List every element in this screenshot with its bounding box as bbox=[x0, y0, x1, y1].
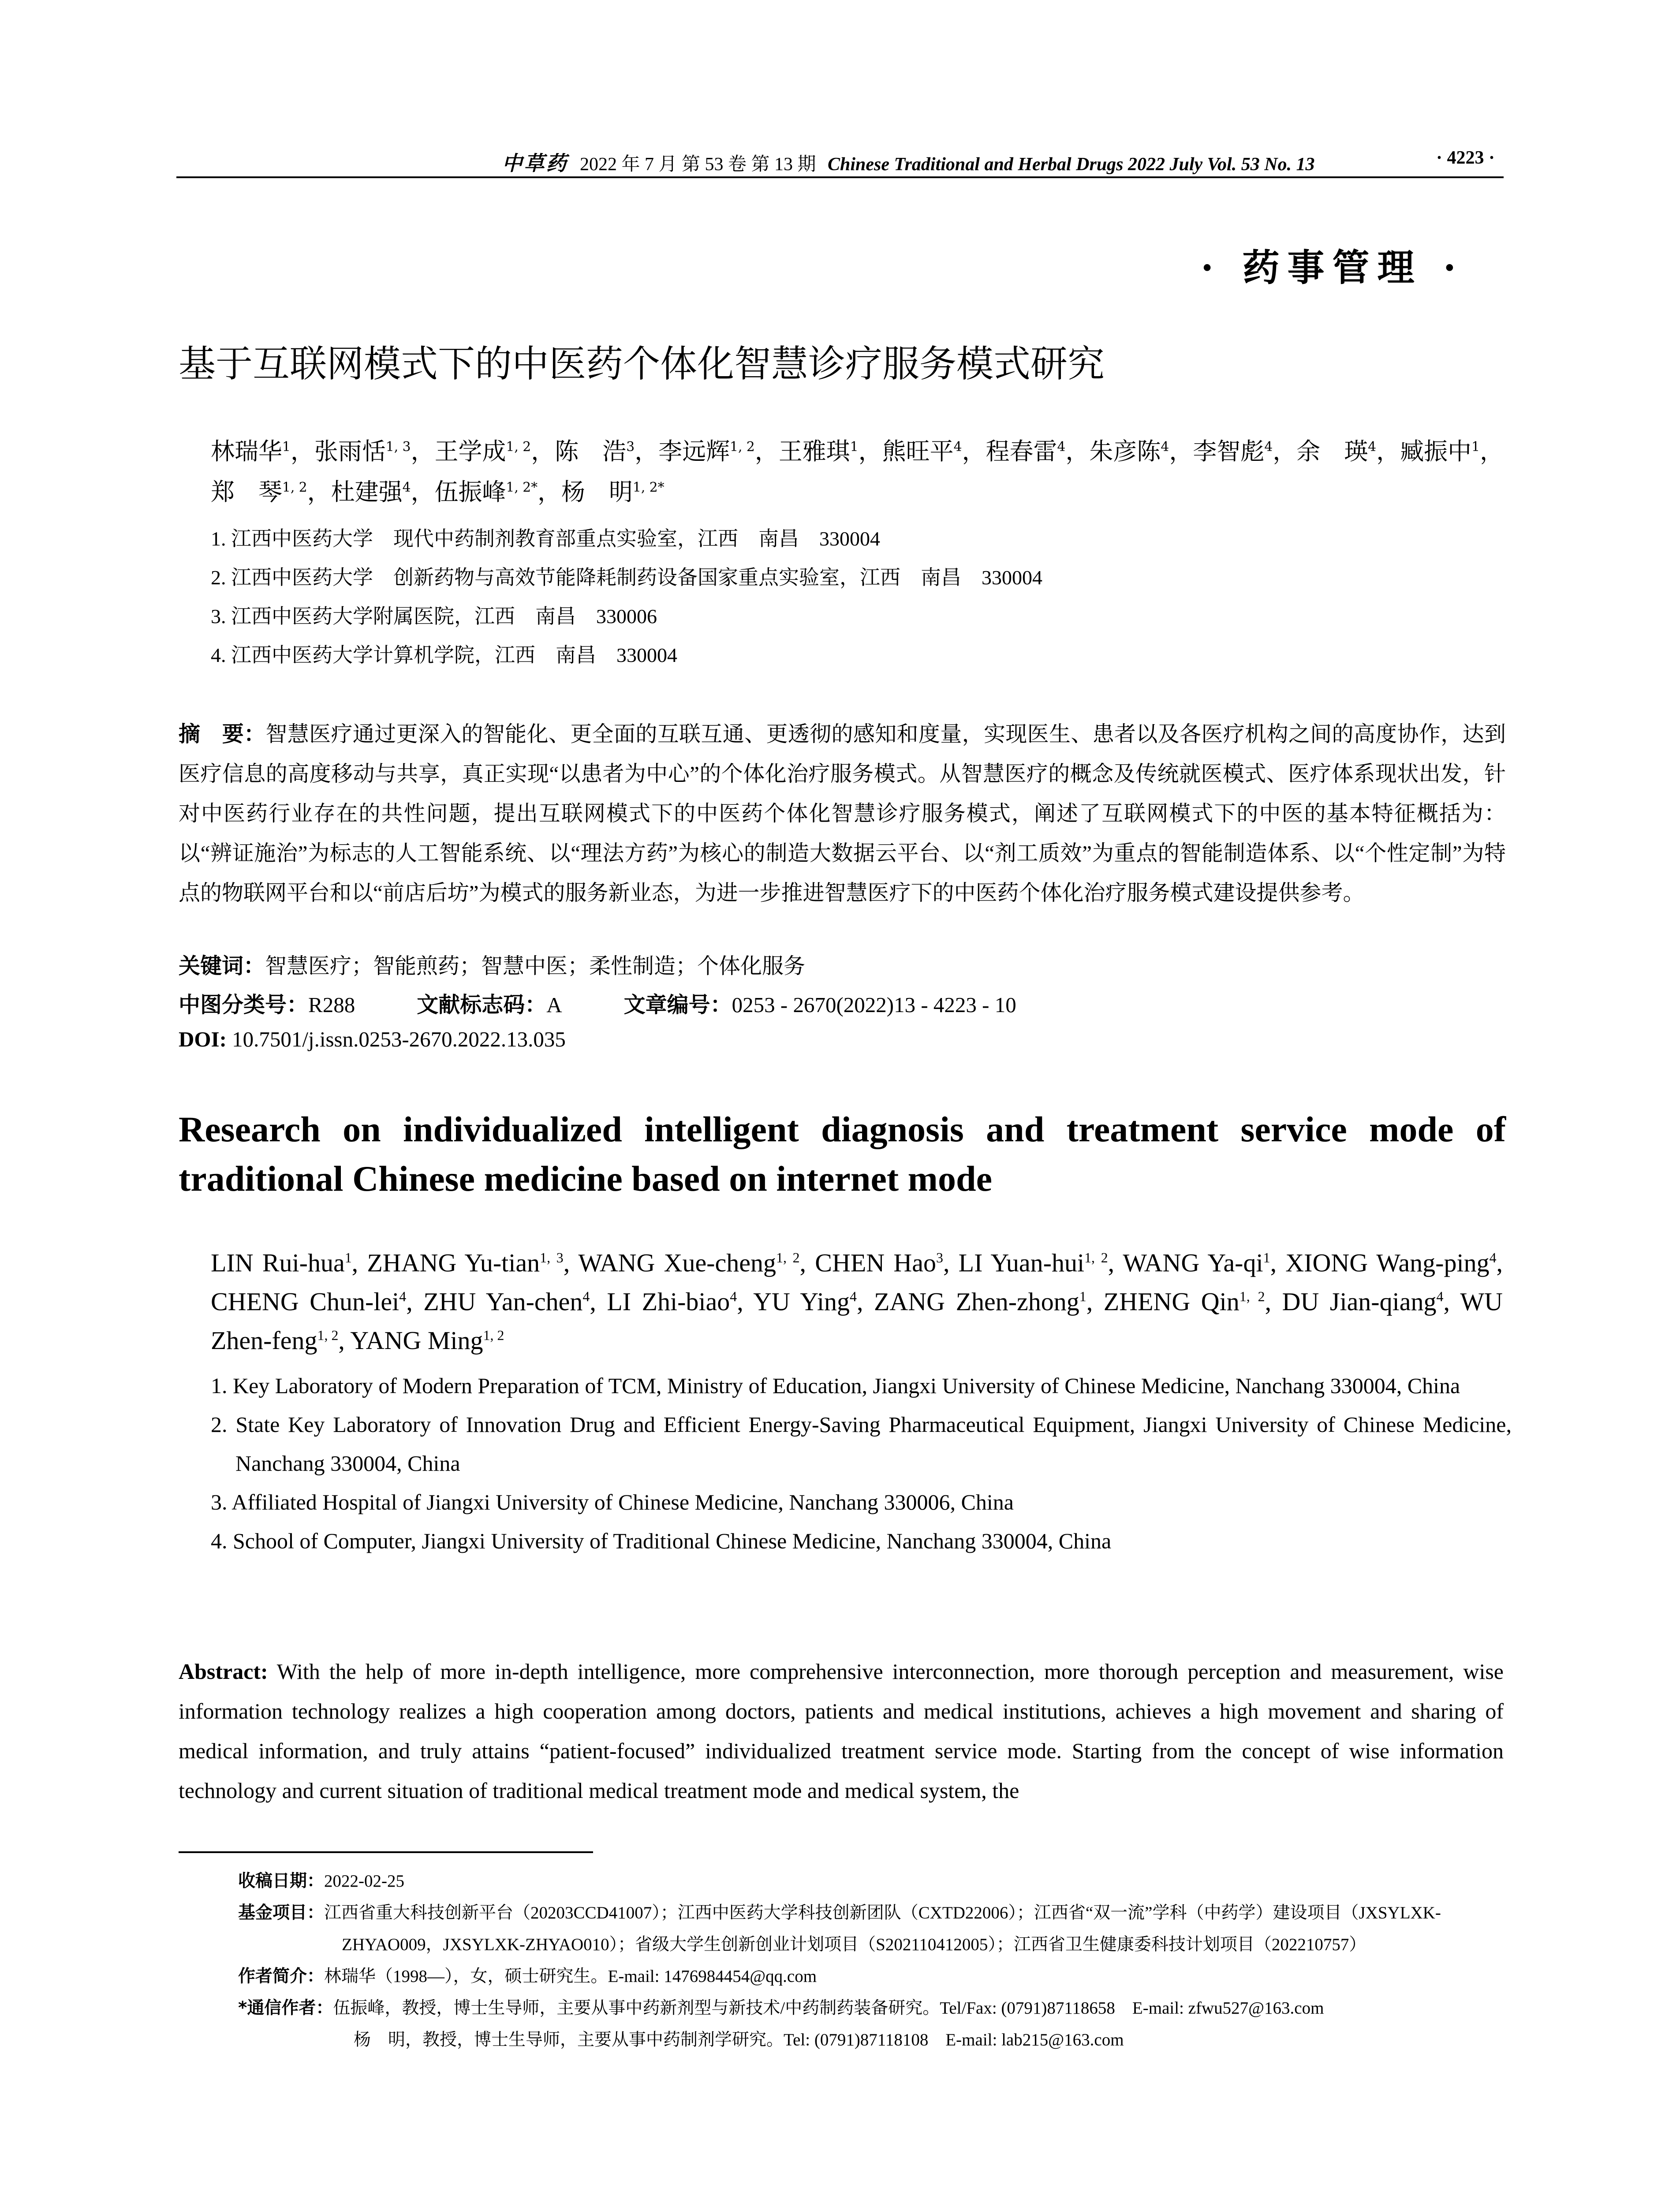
fund-value: 江西省重大科技创新平台（20203CCD41007）；江西中医药大学科技创新团队（CXTD22006）；江西省“双一流”学科（中药学）建设项目（JXSYLXK-ZHYAO009，JXSYLXK-ZHYAO010）；省级大学生创新创业计划项目（S202110412005）；江西省卫生健康委科技计划项目（202210757） bbox=[324, 1903, 1441, 1954]
author bbox=[1089, 437, 1169, 465]
keywords-cn bbox=[179, 949, 1506, 980]
column-label: · 药事管理 · bbox=[1201, 246, 1464, 289]
author-affiliation-mark: 1 bbox=[1079, 1289, 1086, 1304]
abstract-en-text: With the help of more in-depth intelligence, more comprehensive interconnection, more thorough perception and measurement, wise information technology realizes a high cooperation among doctors, patients and medical institutions, achieves a high movement and sharing of medical information, and truly attains “patient-focused” individualized treatment service mode. Starting from the concept of wise information technology and current situation of traditional medical treatment mode and medical system, the bbox=[179, 1659, 1504, 1803]
author-affiliation-mark: 1, 2 bbox=[730, 439, 755, 455]
author bbox=[423, 1287, 590, 1316]
correspondence-value-2: 杨 明，教授，博士生导师，主要从事中药制剂学研究。Tel: (0791)87118108 E-mail: lab215@163.com bbox=[354, 2030, 1124, 2049]
author-affiliation-mark: 3 bbox=[936, 1250, 943, 1266]
keywords-cn-text: 智慧医疗；智能煎药；智慧中医；柔性制造；个体化服务 bbox=[265, 954, 806, 978]
affiliation-list-en bbox=[211, 1366, 1512, 1560]
doc-code-value: A bbox=[546, 993, 562, 1017]
author-affiliation-mark: 4 bbox=[953, 439, 962, 455]
abstract-en bbox=[179, 1652, 1504, 1810]
author-name: 杨 明 bbox=[561, 478, 633, 506]
author bbox=[874, 1287, 1086, 1316]
doi-value[interactable]: 10.7501/j.issn.0253-2670.2022.13.035 bbox=[232, 1027, 566, 1051]
author-name: LI Yuan-hui bbox=[958, 1248, 1085, 1277]
author bbox=[367, 1248, 563, 1277]
correspondence-value-1: 伍振峰，教授，博士生导师，主要从事中药新剂型与新技术/中药制药装备研究。Tel/Fax: (0791)87118658 E-mail: zfwu527@163.com bbox=[333, 1999, 1324, 2018]
author-affiliation-mark: 4 bbox=[402, 480, 411, 495]
author-name: 程春雷 bbox=[986, 437, 1057, 465]
author-name: 熊旺平 bbox=[882, 437, 954, 465]
author-affiliation-mark: 4 bbox=[1057, 439, 1066, 455]
abstract-cn-label: 摘 要： bbox=[179, 721, 266, 747]
affiliation-list-cn bbox=[211, 519, 1512, 675]
author bbox=[211, 1248, 352, 1277]
author-affiliation-mark: 1 bbox=[282, 439, 291, 455]
author bbox=[986, 437, 1066, 465]
author-affiliation-mark: 1, 2* bbox=[506, 480, 538, 495]
author bbox=[211, 478, 307, 506]
abstract-cn bbox=[179, 714, 1506, 913]
header-journal-info bbox=[379, 147, 1437, 176]
abstract-en-label: Abstract: bbox=[179, 1659, 268, 1684]
author bbox=[1193, 437, 1273, 465]
author bbox=[350, 1326, 504, 1355]
author-name: ZHANG Yu-tian bbox=[367, 1248, 540, 1277]
author bbox=[959, 1248, 1108, 1277]
author-name: 伍振峰 bbox=[434, 478, 506, 506]
author bbox=[815, 1248, 943, 1277]
author-affiliation-mark: 1, 2 bbox=[483, 1327, 504, 1343]
author-name: CHENG Chun-lei bbox=[211, 1287, 399, 1316]
author-affiliation-mark: 1, 2 bbox=[317, 1327, 339, 1343]
author-affiliation-mark: 1, 2 bbox=[776, 1250, 800, 1266]
author-affiliation-mark: 4 bbox=[399, 1289, 407, 1304]
author-affiliation-mark: 3 bbox=[626, 439, 635, 455]
author bbox=[658, 437, 755, 465]
clc-label: 中图分类号： bbox=[179, 992, 309, 1017]
author-name: YANG Ming bbox=[350, 1326, 483, 1355]
author bbox=[211, 1287, 406, 1316]
author-affiliation-mark: 4 bbox=[1368, 439, 1377, 455]
author-name: 郑 琴 bbox=[211, 478, 282, 506]
received-value: 2022-02-25 bbox=[324, 1872, 404, 1891]
author-list-en: LIN Rui-hua$^1$, ZHANG Yu-tian$^{1, 3}$, WANG Xue-cheng$^{1, 2}$, CHEN Hao$^3$, LI Yuan-hui$^{1, 2}$, WANG $Ya-qi^1$, XIONG Wang-ping$^4$, CHENG Chun-lei$^4$, ZHU Yan-chen$^4$, LI Zhi-biao$^4$, YU Ying$^4$, ZANG Zhen-zhong$^1$, ZHENG Qin$^{1, 2}$, DU Jian-qiang$^4$, WU Zhen-feng$^{1, 2}$, YANG Ming$^{1, 2}$ bbox=[211, 1248, 1503, 1355]
author-name: 李智彪 bbox=[1193, 437, 1265, 465]
author-name: ZANG Zhen-zhong bbox=[874, 1287, 1079, 1316]
author bbox=[561, 478, 665, 506]
correspondence-label: *通信作者： bbox=[238, 1998, 333, 2018]
author-affiliation-mark: 1, 2 bbox=[1084, 1250, 1108, 1266]
author-affiliation-mark: 1 bbox=[344, 1250, 352, 1266]
author-name: 王雅琪 bbox=[778, 437, 850, 465]
journal-name-cn: 中草药 bbox=[502, 151, 568, 175]
author-affiliation-mark: 1, 3 bbox=[540, 1250, 564, 1266]
author-bio-label: 作者简介： bbox=[238, 1966, 325, 1986]
author-name: DU Jian-qiang bbox=[1282, 1287, 1437, 1316]
author-affiliation-mark: 4 bbox=[850, 1289, 857, 1304]
author-name: YU Ying bbox=[753, 1287, 850, 1316]
issue-info-cn: 2022 年 7 月 第 53 卷 第 13 期 bbox=[579, 154, 816, 175]
author-bio-value: 林瑞华（1998—），女，硕士研究生。E-mail: 1476984454@qq.com bbox=[324, 1967, 817, 1986]
running-header bbox=[176, 146, 1504, 177]
author bbox=[1104, 1287, 1265, 1316]
author-affiliation-mark: 1 bbox=[1471, 439, 1480, 455]
affiliation-cn: 2. 江西中医药大学 创新药物与高效节能降耗制药设备国家重点实验室，江西 南昌 330004 bbox=[211, 566, 1042, 589]
classification-line bbox=[179, 988, 1506, 1019]
author bbox=[1123, 1248, 1270, 1277]
abstract-cn-text: 智慧医疗通过更深入的智能化、更全面的互联互通、更透彻的感知和度量，实现医生、患者以及各医疗机构之间的高度协作，达到医疗信息的高度移动与共享，真正实现“以患者为中心”的个体化治疗服务模式。从智慧医疗的概念及传统就医模式、医疗体系现状出发，针对中医药行业存在的共性问题，提出互联网模式下的中医药个体化智慧诊疗服务模式，阐述了互联网模式下的中医的基本特征概括为：以“辨证施治”为标志的人工智能系统、以“理法方药”为核心的制造大数据云平台、以“剂工质效”为重点的智能制造体系、以“个性定制”为特点的物联网平台和以“前店后坊”为模式的服务新业态，为进一步推进智慧医疗下的中医药个体化治疗服务模式建设提供参考。 bbox=[179, 722, 1506, 905]
author-name: LI Zhi-biao bbox=[607, 1287, 730, 1316]
author-name: XIONG Wang-ping bbox=[1285, 1248, 1490, 1277]
doc-code-label: 文献标志码： bbox=[417, 992, 547, 1017]
keywords-cn-label: 关键词： bbox=[179, 953, 265, 979]
author-name: 朱彦陈 bbox=[1089, 437, 1161, 465]
author bbox=[555, 437, 635, 465]
fund-label: 基金项目： bbox=[238, 1903, 325, 1923]
footnote-rule bbox=[179, 1851, 593, 1853]
doi-label: DOI: bbox=[179, 1027, 227, 1051]
author-name: LIN Rui-hua bbox=[211, 1248, 345, 1277]
author bbox=[314, 437, 411, 465]
clc-value: R288 bbox=[308, 993, 355, 1017]
author-affiliation-mark: 1, 2 bbox=[282, 480, 307, 495]
author bbox=[607, 1287, 737, 1316]
author-name: 陈 浩 bbox=[555, 437, 627, 465]
page-number: · 4223 · bbox=[1436, 148, 1495, 168]
author bbox=[1296, 437, 1376, 465]
received-label: 收稿日期： bbox=[238, 1871, 325, 1891]
author bbox=[1282, 1287, 1444, 1316]
author-affiliation-mark: 1, 2* bbox=[633, 480, 665, 495]
author-name: ZHENG Qin bbox=[1103, 1287, 1239, 1316]
author-name: ZHU Yan-chen bbox=[423, 1287, 583, 1316]
author bbox=[211, 437, 291, 465]
author-name: 杜建强 bbox=[331, 478, 403, 506]
title-cn: 基于互联网模式下的中医药个体化智慧诊疗服务模式研究 bbox=[179, 342, 1105, 385]
author bbox=[435, 437, 531, 465]
footnote-correspondence-2 bbox=[238, 2024, 1508, 2056]
author-name: 王学成 bbox=[434, 437, 506, 465]
footnote-author bbox=[238, 1961, 1508, 1992]
doi-line bbox=[179, 1027, 1506, 1052]
affiliation-en: 4. School of Computer, Jiangxi University of Traditional Chinese Medicine, Nanchang 330004, China bbox=[211, 1529, 1112, 1553]
title-en: Research on individualized intelligent diagnosis and treatment service mode of traditional Chinese medicine based on internet mode bbox=[179, 1109, 1506, 1199]
author-name: 张雨恬 bbox=[314, 437, 386, 465]
footnotes bbox=[238, 1865, 1508, 2056]
journal-name-en: Chinese Traditional and Herbal Drugs 2022 July Vol. 53 No. 13 bbox=[827, 154, 1315, 175]
author-affiliation-mark: 4 bbox=[730, 1289, 737, 1304]
author-affiliation-mark: 1, 2 bbox=[506, 439, 531, 455]
footnote-correspondence bbox=[238, 1992, 1508, 2024]
author-name: CHEN Hao bbox=[815, 1248, 936, 1277]
author bbox=[753, 1287, 857, 1316]
author bbox=[1285, 1248, 1496, 1277]
article-number-label: 文章编号： bbox=[623, 992, 732, 1017]
author bbox=[578, 1248, 799, 1277]
affiliation-en: 3. Affiliated Hospital of Jiangxi University of Chinese Medicine, Nanchang 330006, China bbox=[211, 1490, 1014, 1514]
author-name: 李远辉 bbox=[658, 437, 730, 465]
author-name: WU Zhen-feng bbox=[211, 1287, 1503, 1355]
author bbox=[779, 437, 859, 465]
author-name: 余 瑛 bbox=[1296, 437, 1368, 465]
affiliation-en: 2. State Key Laboratory of Innovation Drug and Efficient Energy-Saving Pharmaceutical Equipment, Jiangxi University of Chinese Medicine, Nanchang 330004, China bbox=[211, 1412, 1512, 1476]
author-name: 林瑞华 bbox=[211, 437, 282, 465]
author-affiliation-mark: 4 bbox=[582, 1289, 590, 1304]
author-affiliation-mark: 4 bbox=[1264, 439, 1273, 455]
affiliation-cn: 1. 江西中医药大学 现代中药制剂教育部重点实验室，江西 南昌 330004 bbox=[211, 527, 880, 550]
author-affiliation-mark: 1, 3 bbox=[385, 439, 411, 455]
affiliation-en: 1. Key Laboratory of Modern Preparation of TCM, Ministry of Education, Jiangxi University of Chinese Medicine, Nanchang 330004, China bbox=[211, 1373, 1460, 1398]
author bbox=[435, 478, 538, 506]
author-name: WANG Xue-cheng bbox=[578, 1248, 776, 1277]
author-affiliation-mark: 1, 2 bbox=[1239, 1289, 1265, 1304]
author-affiliation-mark: 1 bbox=[850, 439, 859, 455]
article-number-value: 0253 - 2670(2022)13 - 4223 - 10 bbox=[732, 993, 1016, 1017]
author-affiliation-mark: 1 bbox=[1263, 1250, 1270, 1266]
author-affiliation-mark: 4 bbox=[1161, 439, 1169, 455]
author-affiliation-mark: 4 bbox=[1436, 1289, 1444, 1304]
author-name: 臧振中 bbox=[1400, 437, 1472, 465]
footnote-received bbox=[238, 1865, 1508, 1897]
author-affiliation-mark: 4 bbox=[1489, 1250, 1497, 1266]
author-name: WANG Ya-qi bbox=[1123, 1248, 1263, 1277]
header-rule bbox=[176, 176, 1504, 178]
author-list-cn: 林瑞华$^1$，张雨恬$^{1, 3}$，王学成$^{1, 2}$，陈 浩$^3$，李远辉$^{1, 2}$，王雅琪$^1$，熊旺平$^4$，程春雷$^4$，朱彦陈$^4$，李智彪$^4$，余 瑛$^4$，臧振中$^1$，郑 琴$^{1, 2}$，杜建强$^4$，伍振峰$^{1, 2*}$，杨 明$^{1, 2*}$ bbox=[211, 437, 1504, 506]
affiliation-cn: 4. 江西中医药大学计算机学院，江西 南昌 330004 bbox=[211, 644, 677, 666]
author bbox=[1400, 437, 1480, 465]
footnote-fund bbox=[238, 1897, 1508, 1961]
author bbox=[882, 437, 962, 465]
author bbox=[331, 478, 411, 506]
affiliation-cn: 3. 江西中医药大学附属医院，江西 南昌 330006 bbox=[211, 605, 657, 628]
